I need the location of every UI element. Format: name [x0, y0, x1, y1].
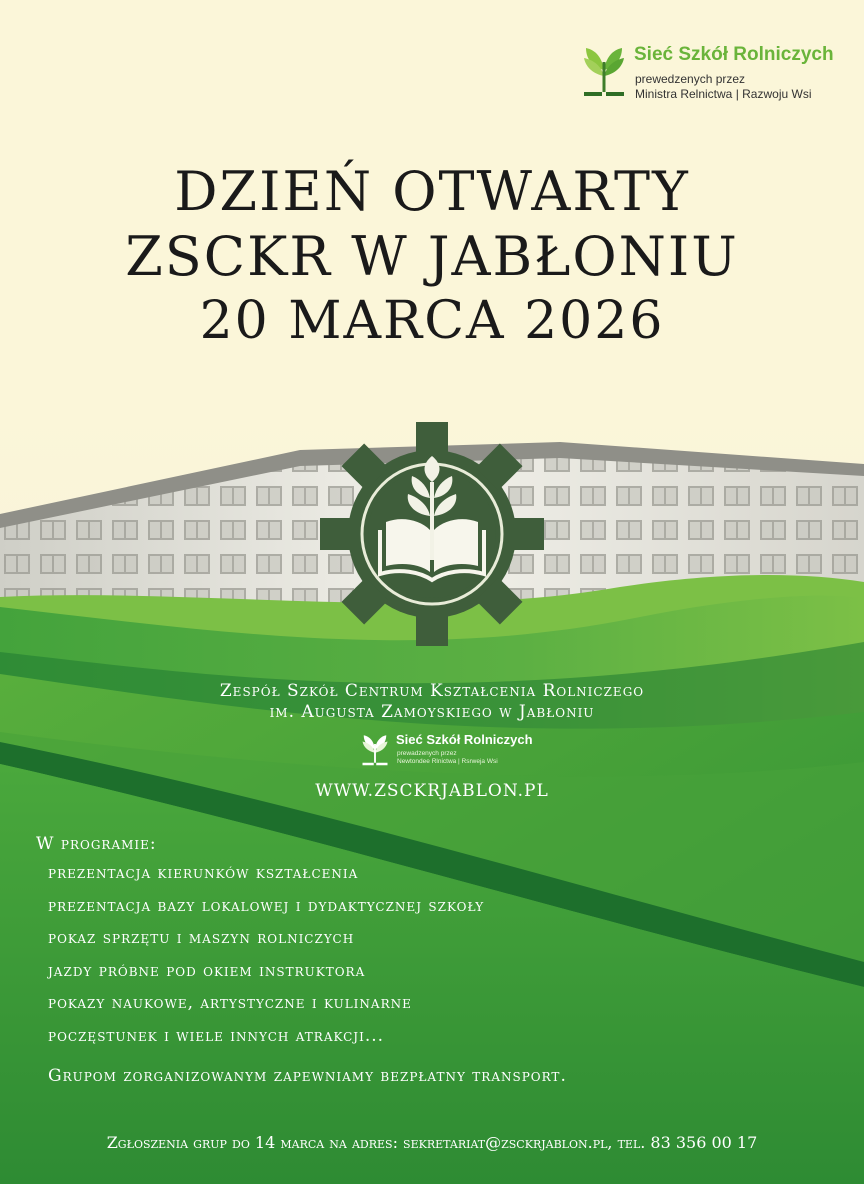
leaf-sprout-icon [580, 40, 628, 100]
program-section [36, 834, 484, 1058]
program-item: pokaz sprzętu i maszyn rolniczych [48, 928, 355, 948]
school-name-line-1: Zespół Szkół Centrum Kształcenia Rolniczego [219, 681, 645, 701]
school-name-line-2: im. Augusta Zamoyskiego w Jabłoniu [269, 702, 595, 722]
network-logo-subtitle-2: Ministra Relnictwa | Razwoju Wsi [635, 87, 812, 101]
network-logo-small-subtitle-1: prewadzenych przez [397, 750, 457, 757]
network-logo-name: Sieć Szkół Rolniczych [634, 44, 834, 65]
poster-title-date: 20 MARCA 2026 [199, 291, 665, 351]
program-item: prezentacja bazy lokalowej i dydaktycznej szkoły [48, 895, 485, 916]
program-item: pokazy naukowe, artystyczne i kulinarne [48, 993, 412, 1013]
poster-title-line-1: DZIEŃ OTWARTY [174, 160, 690, 223]
program-heading: W programie: [36, 834, 157, 854]
transport-note: Grupom zorganizowanym zapewniamy bezpłatny transport. [48, 1066, 567, 1086]
network-logo-small-name: Sieć Szkół Rolniczych [396, 732, 533, 747]
network-logo-subtitle-1: prewedzenych przez [635, 72, 746, 86]
registration-footer: Zgłoszenia grup do 14 marca na adres: sekretariat@zsckrjablon.pl, tel. 83 356 00 17 [106, 1133, 758, 1152]
program-item: poczęstunek i wiele innych atrakcji... [48, 1025, 385, 1046]
website-link[interactable]: WWW.ZSCKRJABLON.PL [315, 781, 549, 801]
program-item: jazdy próbne pod okiem instruktora [48, 960, 366, 981]
network-logo-small [360, 730, 540, 770]
network-logo [580, 40, 840, 102]
gear-book-wheat-icon [320, 422, 544, 646]
program-list [36, 863, 484, 1058]
network-logo-small-subtitle-2: Newtondee Rlnictwa | Rsrweja Wsi [397, 758, 498, 765]
program-item: prezentacja kierunków kształcenia [48, 863, 359, 883]
leaf-sprout-icon [360, 730, 390, 768]
poster-title-line-2: ZSCKR W JABŁONIU [125, 225, 739, 288]
